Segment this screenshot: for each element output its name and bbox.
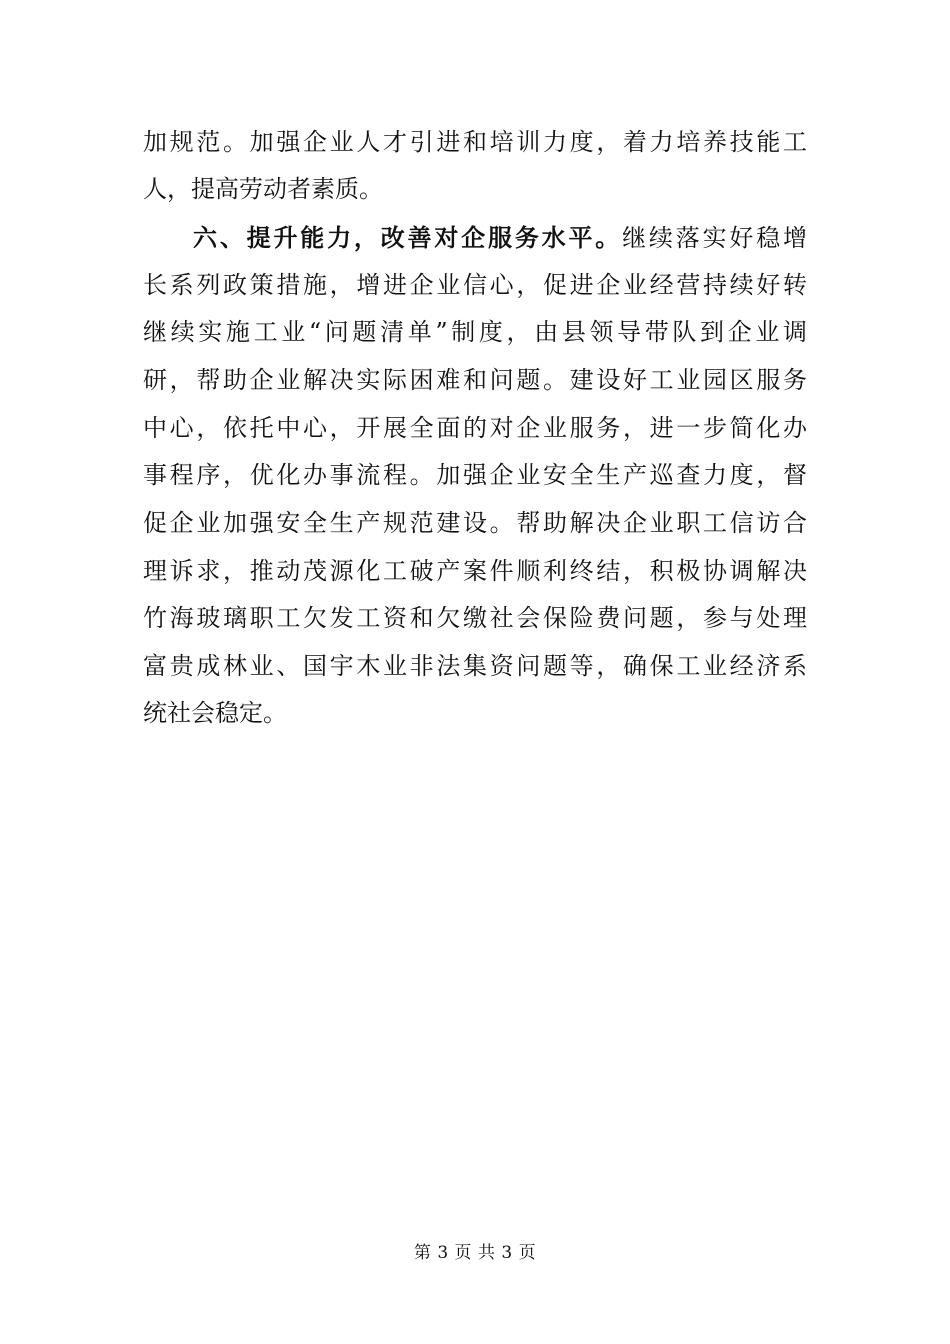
paragraph-2-line-8: 理诉求，推动茂源化工破产案件顺利终结，积极协调解决 bbox=[143, 557, 807, 585]
paragraph-2-line-1-rest: 继续落实好稳增 bbox=[622, 224, 808, 252]
paragraph-2-line-3: 继续实施工业“问题清单”制度，由县领导带队到企业调 bbox=[143, 318, 807, 346]
page-number-footer: 第 3 页 共 3 页 bbox=[413, 1243, 537, 1263]
paragraph-2-line-9: 竹海玻璃职工欠发工资和欠缴社会保险费问题，参与处理 bbox=[143, 604, 807, 632]
paragraph-2-line-7: 促企业加强安全生产规范建设。帮助解决企业职工信访合 bbox=[143, 509, 807, 537]
paragraph-2-line-1 bbox=[193, 218, 807, 258]
paragraph-2-line-5: 中心，依托中心，开展全面的对企业服务，进一步简化办 bbox=[143, 414, 807, 442]
section-heading: 六、提升能力，改善对企服务水平。 bbox=[193, 223, 623, 252]
paragraph-2-line-6: 事程序，优化办事流程。加强企业安全生产巡查力度，督 bbox=[143, 461, 807, 489]
paragraph-2-line-2: 长系列政策措施，增进企业信心，促进企业经营持续好转 bbox=[143, 271, 807, 299]
paragraph-2-line-10: 富贵成林业、国宇木业非法集资问题等，确保工业经济系 bbox=[143, 652, 807, 680]
paragraph-1-line-2: 人，提高劳动者素质。 bbox=[143, 175, 383, 203]
paragraph-2-line-4: 研，帮助企业解决实际困难和问题。建设好工业园区服务 bbox=[143, 366, 807, 394]
paragraph-2-line-11: 统社会稳定。 bbox=[143, 699, 287, 727]
paragraph-1-line-1: 加规范。加强企业人才引进和培训力度，着力培养技能工 bbox=[143, 128, 807, 156]
